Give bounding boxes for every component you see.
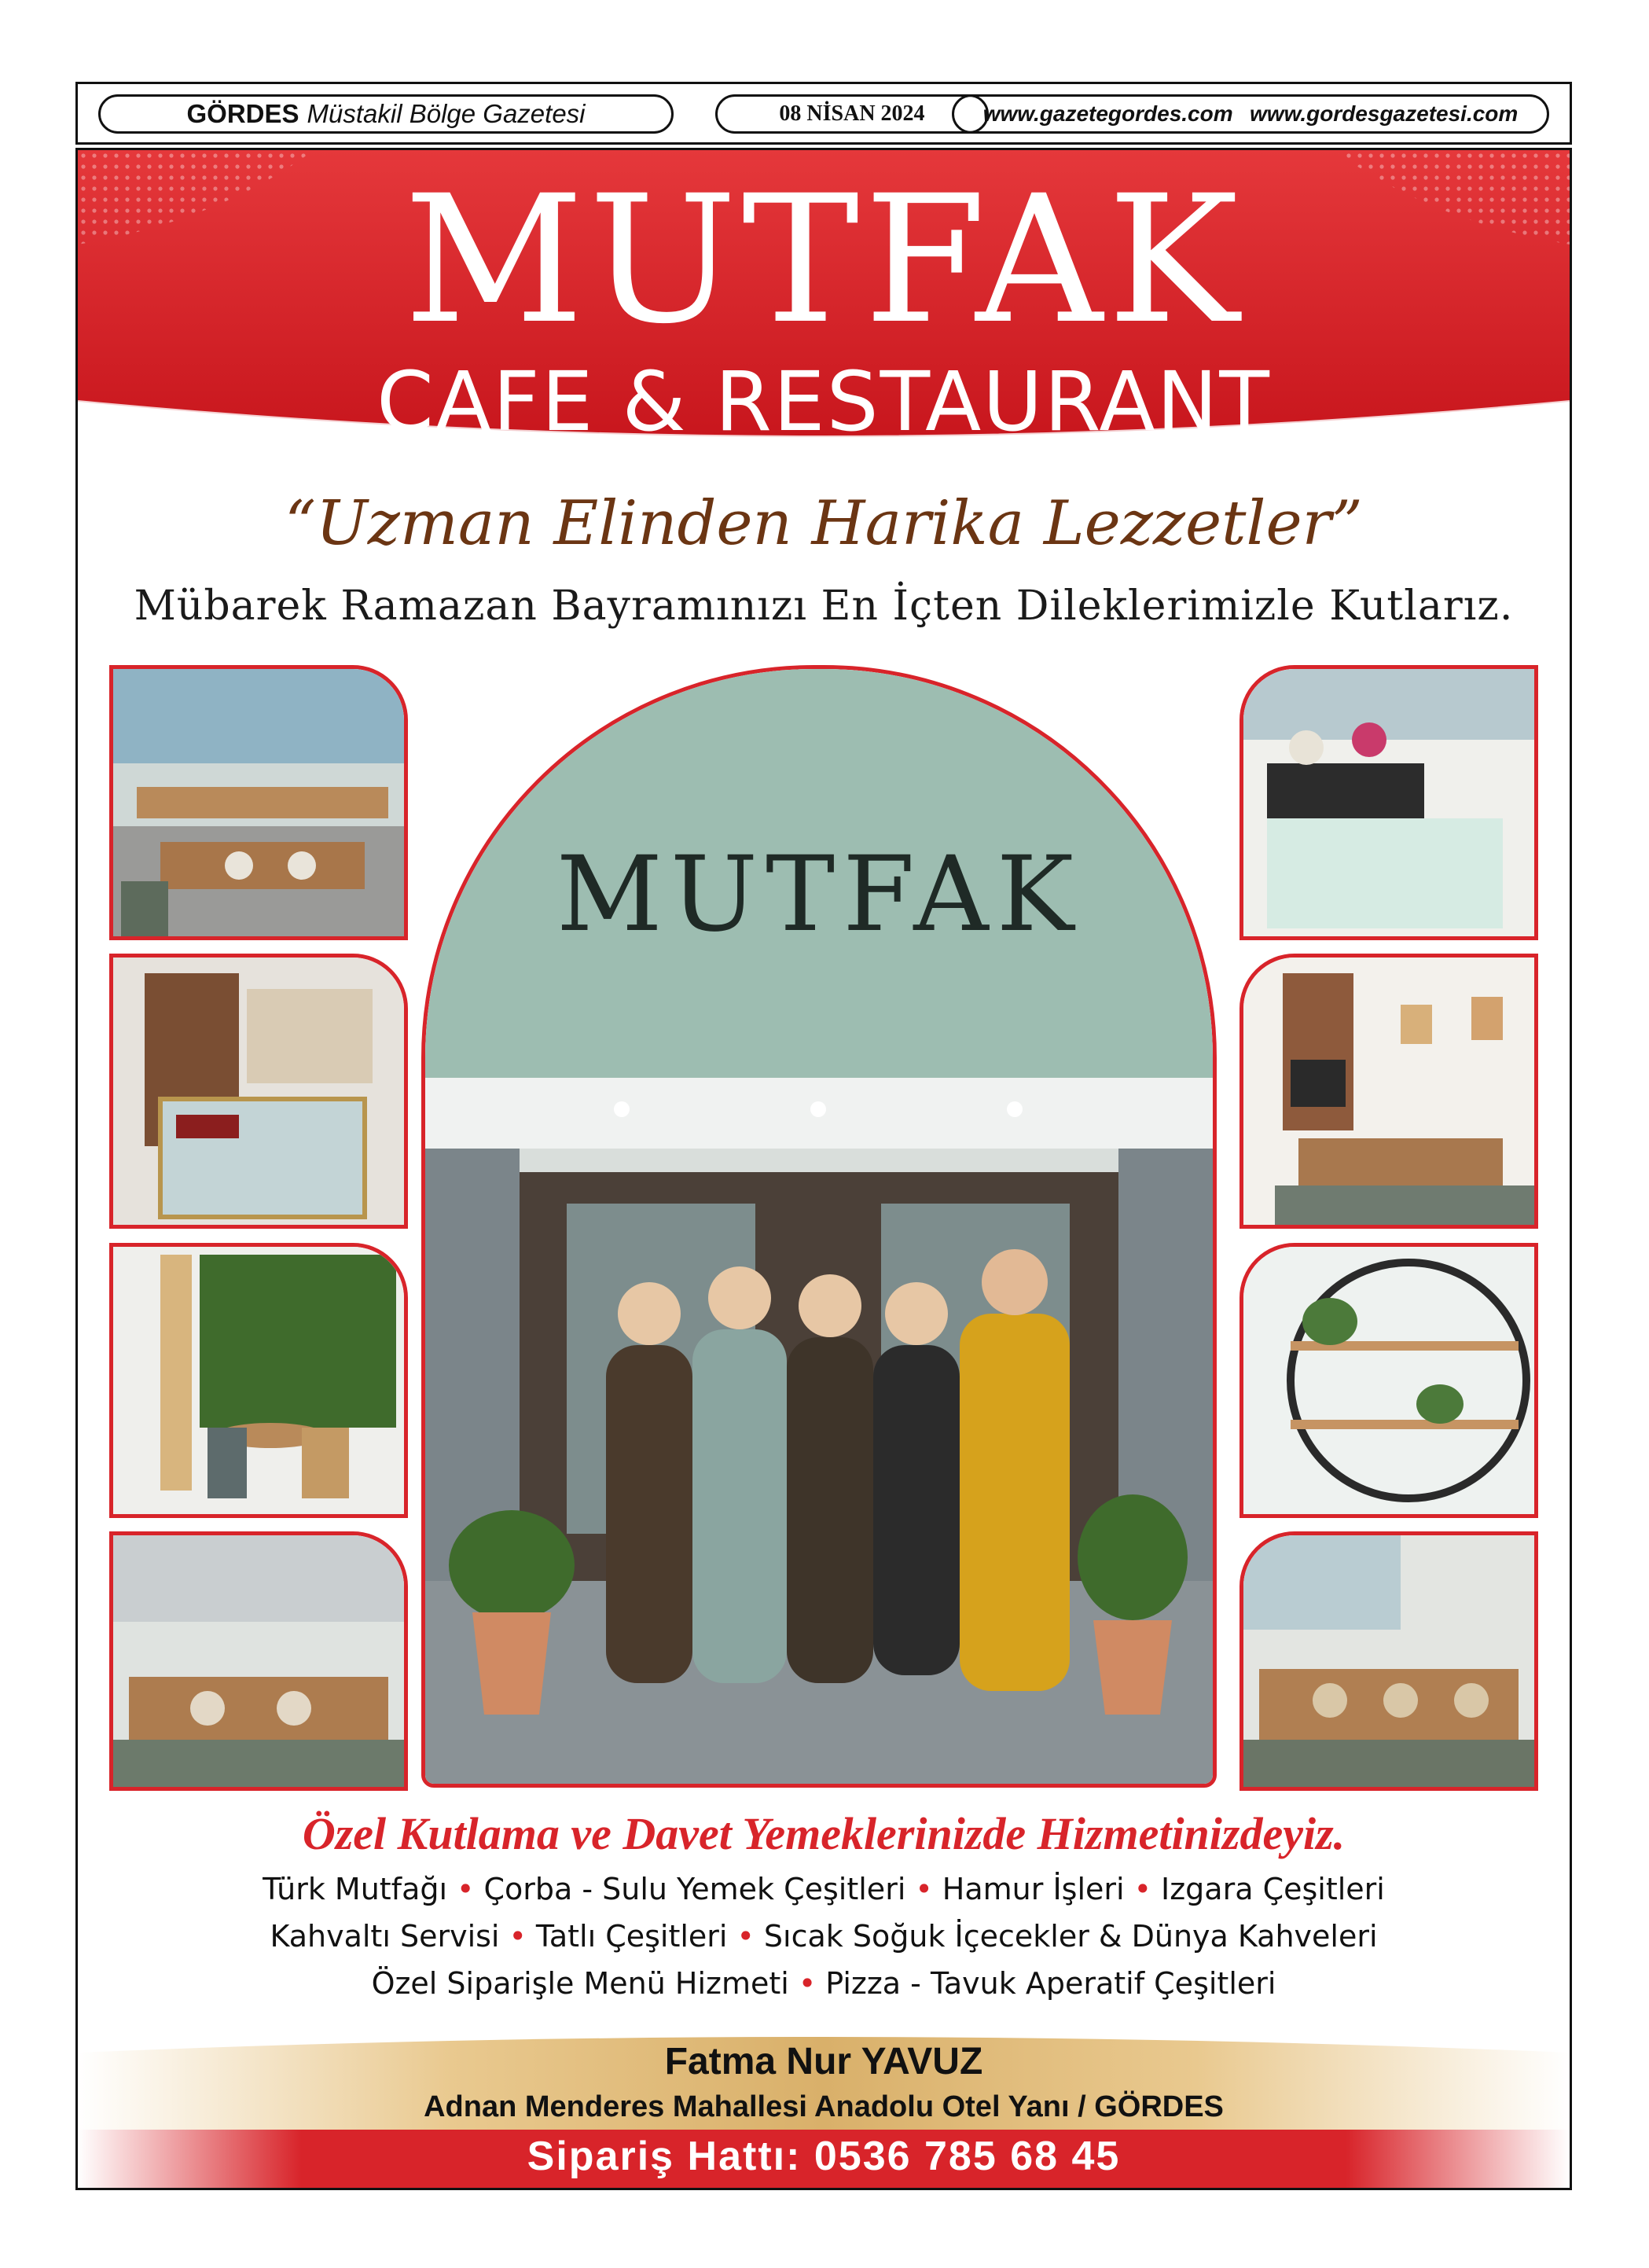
photo-dining-hall [109, 665, 408, 940]
bullet-icon: • [1133, 1872, 1152, 1906]
services-line-1 [78, 1872, 1570, 1906]
bullet-icon: • [457, 1872, 475, 1906]
service-item: Pizza - Tavuk Aperatif Çeşitleri [825, 1966, 1276, 2001]
photo-fireplace-corner [1240, 954, 1538, 1229]
website-link-1[interactable]: www.gazetegordes.com [982, 101, 1233, 126]
service-tagline: Özel Kutlama ve Davet Yemeklerinizde Hizmetinizdeyiz. [302, 1808, 1346, 1859]
brand-subtitle: CAFE & RESTAURANT [376, 354, 1271, 450]
holiday-greeting: Mübarek Ramazan Bayramınızı En İçten Dileklerimizle Kutlarız. [134, 583, 1514, 630]
services-line-2 [78, 1919, 1570, 1954]
paper-name [98, 94, 674, 134]
bullet-icon: • [736, 1919, 755, 1954]
websites [952, 94, 1549, 134]
service-item: Çorba - Sulu Yemek Çeşitleri [483, 1872, 906, 1906]
bullet-icon: • [915, 1872, 933, 1906]
services-line-3 [78, 1966, 1570, 2001]
brand-name: MUTFAK [403, 157, 1244, 362]
slogan: “Uzman Elinden Harika Lezzetler” [285, 488, 1363, 559]
storefront-sign: MUTFAK [556, 834, 1082, 955]
owner-name: Fatma Nur YAVUZ [664, 2041, 983, 2082]
service-item: Özel Siparişle Menü Hizmeti [371, 1966, 789, 2001]
order-phone[interactable]: Sipariş Hattı: 0536 785 68 45 [527, 2134, 1121, 2179]
issue-date: 08 NİSAN 2024 [715, 94, 989, 134]
paper-name-subtitle: Müstakil Bölge Gazetesi [307, 99, 586, 128]
storefront-photo [421, 665, 1217, 1788]
address: Adnan Menderes Mahallesi Anadolu Otel Yanı / GÖRDES [424, 2090, 1224, 2123]
service-item: Tatlı Çeşitleri [535, 1919, 728, 1954]
photo-display-counter [109, 954, 408, 1229]
photo-green-wall-corner [109, 1243, 408, 1518]
paper-name-bold: GÖRDES [186, 99, 299, 128]
header-banner [78, 150, 1570, 457]
service-item: Hamur İşleri [942, 1872, 1125, 1906]
photo-service-counter [1240, 665, 1538, 940]
staff-group [606, 1249, 1070, 1691]
service-item: Kahvaltı Servisi [270, 1919, 500, 1954]
newspaper-masthead [75, 82, 1572, 145]
bullet-icon: • [798, 1966, 817, 2001]
bullet-icon: • [509, 1919, 527, 1954]
service-item: Izgara Çeşitleri [1161, 1872, 1385, 1906]
restaurant-advertisement [75, 148, 1572, 2190]
service-item: Türk Mutfağı [263, 1872, 448, 1906]
website-link-2[interactable]: www.gordesgazetesi.com [1250, 101, 1519, 126]
photo-long-tables [109, 1531, 408, 1791]
photo-dining-room [1240, 1531, 1538, 1791]
photo-round-shelf [1240, 1243, 1538, 1518]
service-item: Sıcak Soğuk İçecekler & Dünya Kahveleri [763, 1919, 1378, 1954]
